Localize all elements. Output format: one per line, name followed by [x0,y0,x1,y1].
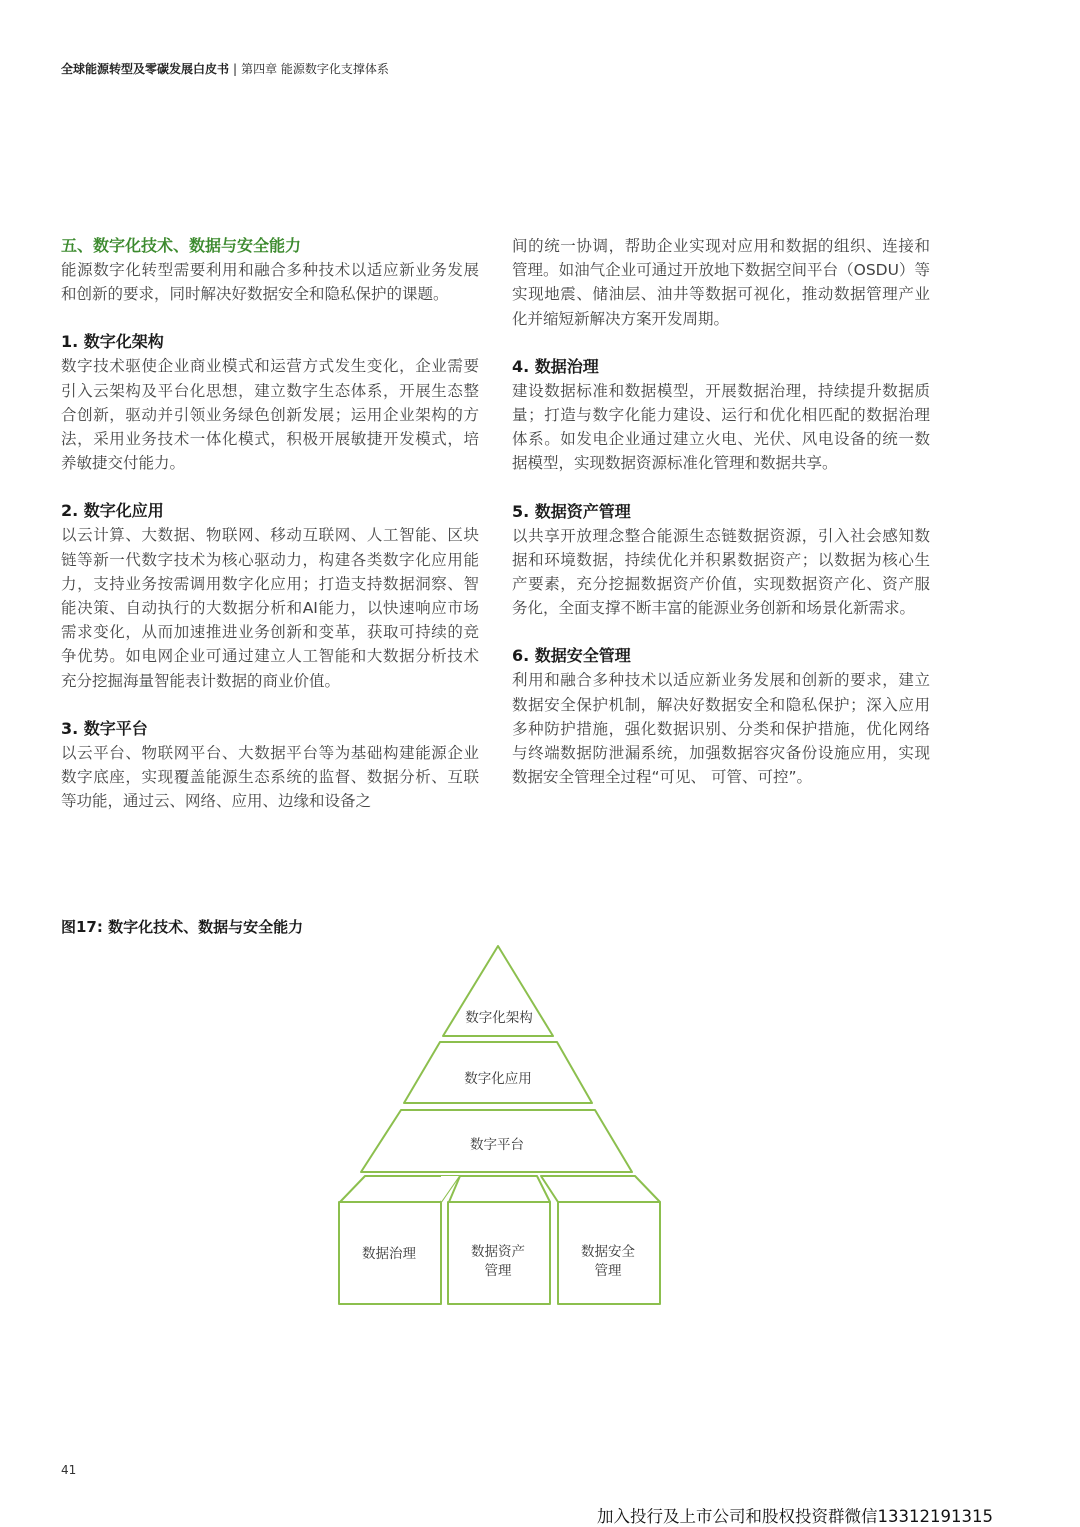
box-top-security [541,1176,660,1202]
box-label-governance: 数据治理 [362,1246,416,1262]
header-separator: | [233,62,238,76]
item-text-architecture: 数字技术驱使企业商业模式和运营方式发生变化，企业需要引入云架构及平台化思想，建立数字生态体系，开展生态整合创新，驱动并引领业务绿色创新发展；运用企业架构的方法，采用业务技术一体化模式，积极开展敏捷开发模式，培养敏捷交付能力。 [61,357,479,473]
right-column [512,234,930,789]
item-title-platform: 3. 数字平台 [61,718,148,738]
running-header [61,60,389,77]
tier-label-application: 数字化应用 [464,1071,532,1087]
item-title-architecture: 1. 数字化架构 [61,332,164,352]
item-title-security-management: 6. 数据安全管理 [512,646,631,666]
report-title: 全球能源转型及零碳发展白皮书 [61,62,230,76]
box-top-asset [449,1176,550,1202]
section-title: 五、数字化技术、数据与安全能力 [61,236,302,255]
tier-label-platform: 数字平台 [470,1137,524,1153]
figure-title: 图17: 数字化技术、数据与安全能力 [61,918,304,936]
box-label-security-line2: 管理 [594,1263,622,1279]
item-text-application: 以云计算、大数据、物联网、移动互联网、人工智能、区块链等新一代数字技术为核心驱动力，构建各类数字化应用能力，支持业务按需调用数字化应用；打造支持数据洞察、智能决策、自动执行的大数据分析和AI能力，以快速响应市场需求变化，从而加速推进业务创新和变革，获取可持续的竞争优势。如电网企业可通过建立人工智能和大数据分析技术充分挖掘海量智能表计数据的商业价值。 [61,526,479,690]
box-label-asset-line2: 管理 [484,1263,512,1279]
tier-label-architecture: 数字化架构 [465,1010,533,1026]
item-text-asset-management: 以共享开放理念整合能源生态链数据资源，引入社会感知数据和环境数据，持续优化并积累数据资产；以数据为核心生产要素，充分挖掘数据资产价值，实现数据资产化、资产服务化，全面支撑不断丰富的能源业务创新和场景化新需求。 [512,526,930,618]
footer-watermark-text: 加入投行及上市公司和股权投资群微信13312191315 [597,1507,993,1526]
item-text-platform: 以云平台、物联网平台、大数据平台等为基础构建能源企业数字底座，实现覆盖能源生态系统的监督、数据分析、互联等功能，通过云、网络、应用、边缘和设备之 [61,743,479,811]
item-title-governance: 4. 数据治理 [512,356,599,376]
page-number: 41 [61,1463,77,1477]
section-intro: 能源数字化转型需要利用和融合多种技术以适应新业务发展和创新的要求，同时解决好数据安全和隐私保护的课题。 [61,261,479,304]
item-title-application: 2. 数字化应用 [61,501,164,521]
item-text-security-management: 利用和融合多种技术以适应新业务发展和创新的要求，建立数据安全保护机制，解决好数据安全和隐私保护；深入应用多种防护措施，强化数据识别、分类和保护措施，优化网络与终端数据防泄漏系统，加强数据容灾备份设施应用，实现数据安全管理全过程“可见、 可管、可控”。 [512,671,930,787]
item-text-platform-continued: 间的统一协调，帮助企业实现对应用和数据的组织、连接和管理。如油气企业可通过开放地下数据空间平台（OSDU）等实现地震、储油层、油井等数据可视化，推动数据管理产业化并缩短新解决方案开发周期。 [512,237,930,328]
item-title-asset-management: 5. 数据资产管理 [512,501,631,521]
box-label-asset-line1: 数据资产 [471,1244,525,1260]
item-text-governance: 建设数据标准和数据模型，开展数据治理，持续提升数据质量；打造与数字化能力建设、运行和优化相匹配的数据治理体系。如发电企业通过建立火电、光伏、风电设备的统一数据模型，实现数据资源标准化管理和数据共享。 [512,381,930,473]
chapter-title: 第四章 能源数字化支撑体系 [241,62,389,76]
box-label-security-line1: 数据安全 [581,1244,635,1260]
left-column [61,234,479,813]
capability-pyramid-diagram [330,940,670,1310]
